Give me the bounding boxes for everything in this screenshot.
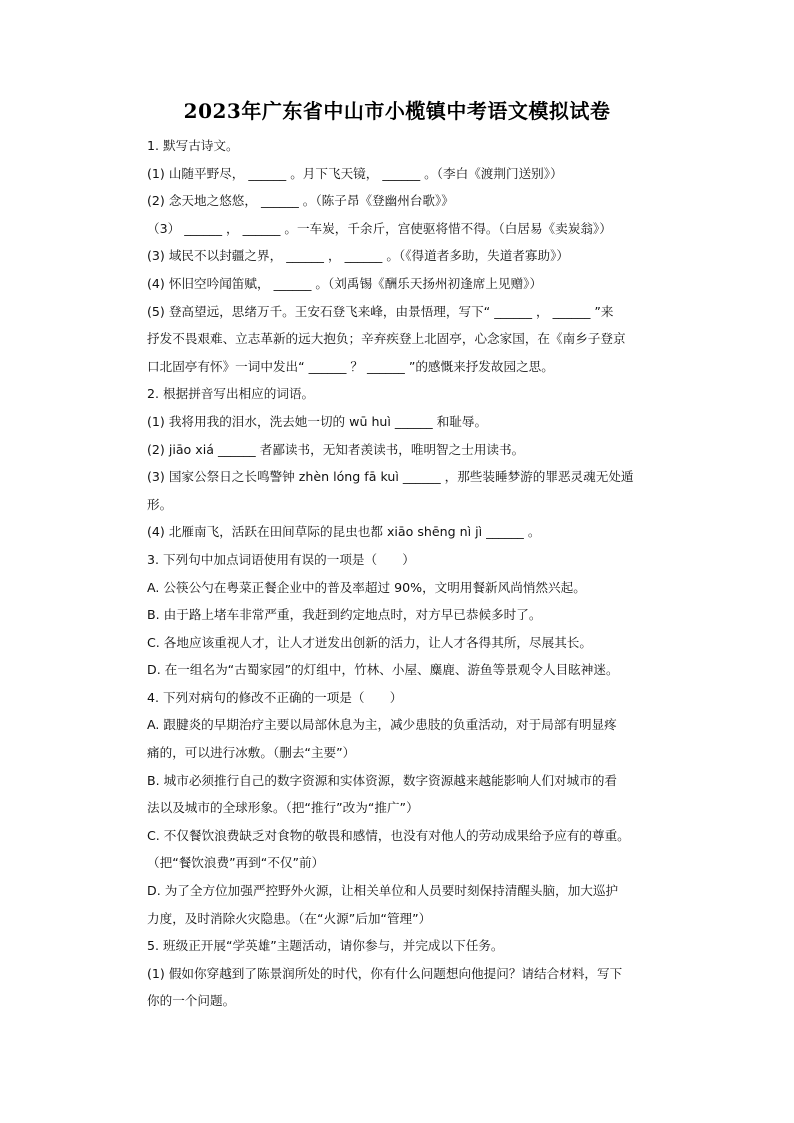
text-line: 力度，及时消除火灾隐患。（在“火源”后加“管理”） [147,910,432,926]
text-line: (3) 国家公祭日之长鸣警钟 zhèn lóng fā kuì ______ ，那些装睡梦游的罪恶灵魂无处遁 [147,469,634,485]
text-line: 5. 班级正开展“学英雄”主题活动，请你参与，并完成以下任务。 [147,938,504,954]
text-line: (4) 北雁南飞，活跃在田间草际的昆虫也都 xiāo shēng nì jì ______ 。 [147,524,541,540]
text-line: 你的一个问题。 [147,993,236,1009]
text-line: D. 为了全方位加强严控野外火源，让相关单位和人员要时刻保持清醒头脑，加大巡护 [147,883,619,899]
text-line: B. 城市必须推行自己的数字资源和实体资源，数字资源越来越能影响人们对城市的看 [147,772,618,788]
text-line: 1. 默写古诗文。 [147,138,239,153]
text-line: (4) 怀旧空吟闻笛赋， ______ 。（刘禹锡《酬乐天扬州初逢席上见赠》） [147,275,543,291]
text-line: (2) 念天地之悠悠， ______ 。（陈子昂《登幽州台歌》》 [147,193,454,209]
text-line: D. 在一组名为“古蜀家园”的灯组中，竹林、小屋、麋鹿、游鱼等景观令人目眩神迷。 [147,662,619,678]
text-line: A. 公筷公勺在粤菜正餐企业中的普及率超过 90%，文明用餐新风尚悄然兴起。 [147,579,586,595]
exam-content [147,132,677,1015]
text-line: (1) 我将用我的泪水，洗去她一切的 wū huì ______ 和耻辱。 [147,413,488,429]
text-line: 4. 下列对病句的修改不正确的一项是（ ） [147,689,403,705]
text-line: （3） ______ ， ______ 。一车炭，千余斤，宫使驱将惜不得。（白居易《卖炭翁》） [147,220,612,236]
text-line: (3) 域民不以封疆之界， ______ ， ______ 。（《得道者多助，失道者寡助》） [147,248,569,264]
text-line: (2) jiāo xiá ______ 者鄙读书，无知者羡读书，唯明智之士用读书。 [147,441,525,457]
page-title: 2023年广东省中山市小榄镇中考语文模拟试卷 [183,99,611,123]
text-line: (1) 假如你穿越到了陈景润所处的时代，你有什么问题想向他提问？请结合材料，写下 [147,965,623,981]
text-line: （把“餐饮浪费”再到“不仅”前） [147,855,325,871]
text-line: 3. 下列句中加点词语使用有误的一项是（ ） [147,551,415,567]
text-line: 2. 根据拼音写出相应的词语。 [147,386,315,402]
text-line: 抒发不畏艰难、立志革新的远大抱负；辛弃疾登上北固亭，心念家国，在《南乡子登京 [147,331,626,347]
text-line: 形。 [147,496,173,512]
text-line: 痛的，可以进行冰敷。（删去“主要”） [147,745,356,761]
text-line: C. 不仅餐饮浪费缺乏对食物的敬畏和感情，也没有对他人的劳动成果给予应有的尊重。 [147,827,630,843]
text-line: C. 各地应该重视人才，让人才迸发出创新的活力，让人才各得其所，尽展其长。 [147,634,592,650]
text-line: 法以及城市的全球形象。（把“推行”改为“推广”） [147,800,419,816]
text-line: 口北固亭有怀》一词中发出“ ______ ？ ______ ”的感慨来抒发故园之思。 [147,358,554,374]
text-line: B. 由于路上堵车非常严重，我赶到约定地点时，对方早已恭候多时了。 [147,607,542,623]
text-line: A. 跟腱炎的早期治疗主要以局部休息为主，减少患肢的负重活动，对于局部有明显疼 [147,717,617,733]
text-line: (5) 登高望远，思绪万千。王安石登飞来峰，由景悟理，写下“ ______ ， ______ ”来 [147,303,614,319]
text-line: (1) 山随平野尽， ______ 。月下飞天镜， ______ 。（李白《渡荆门送别》） [147,165,563,181]
